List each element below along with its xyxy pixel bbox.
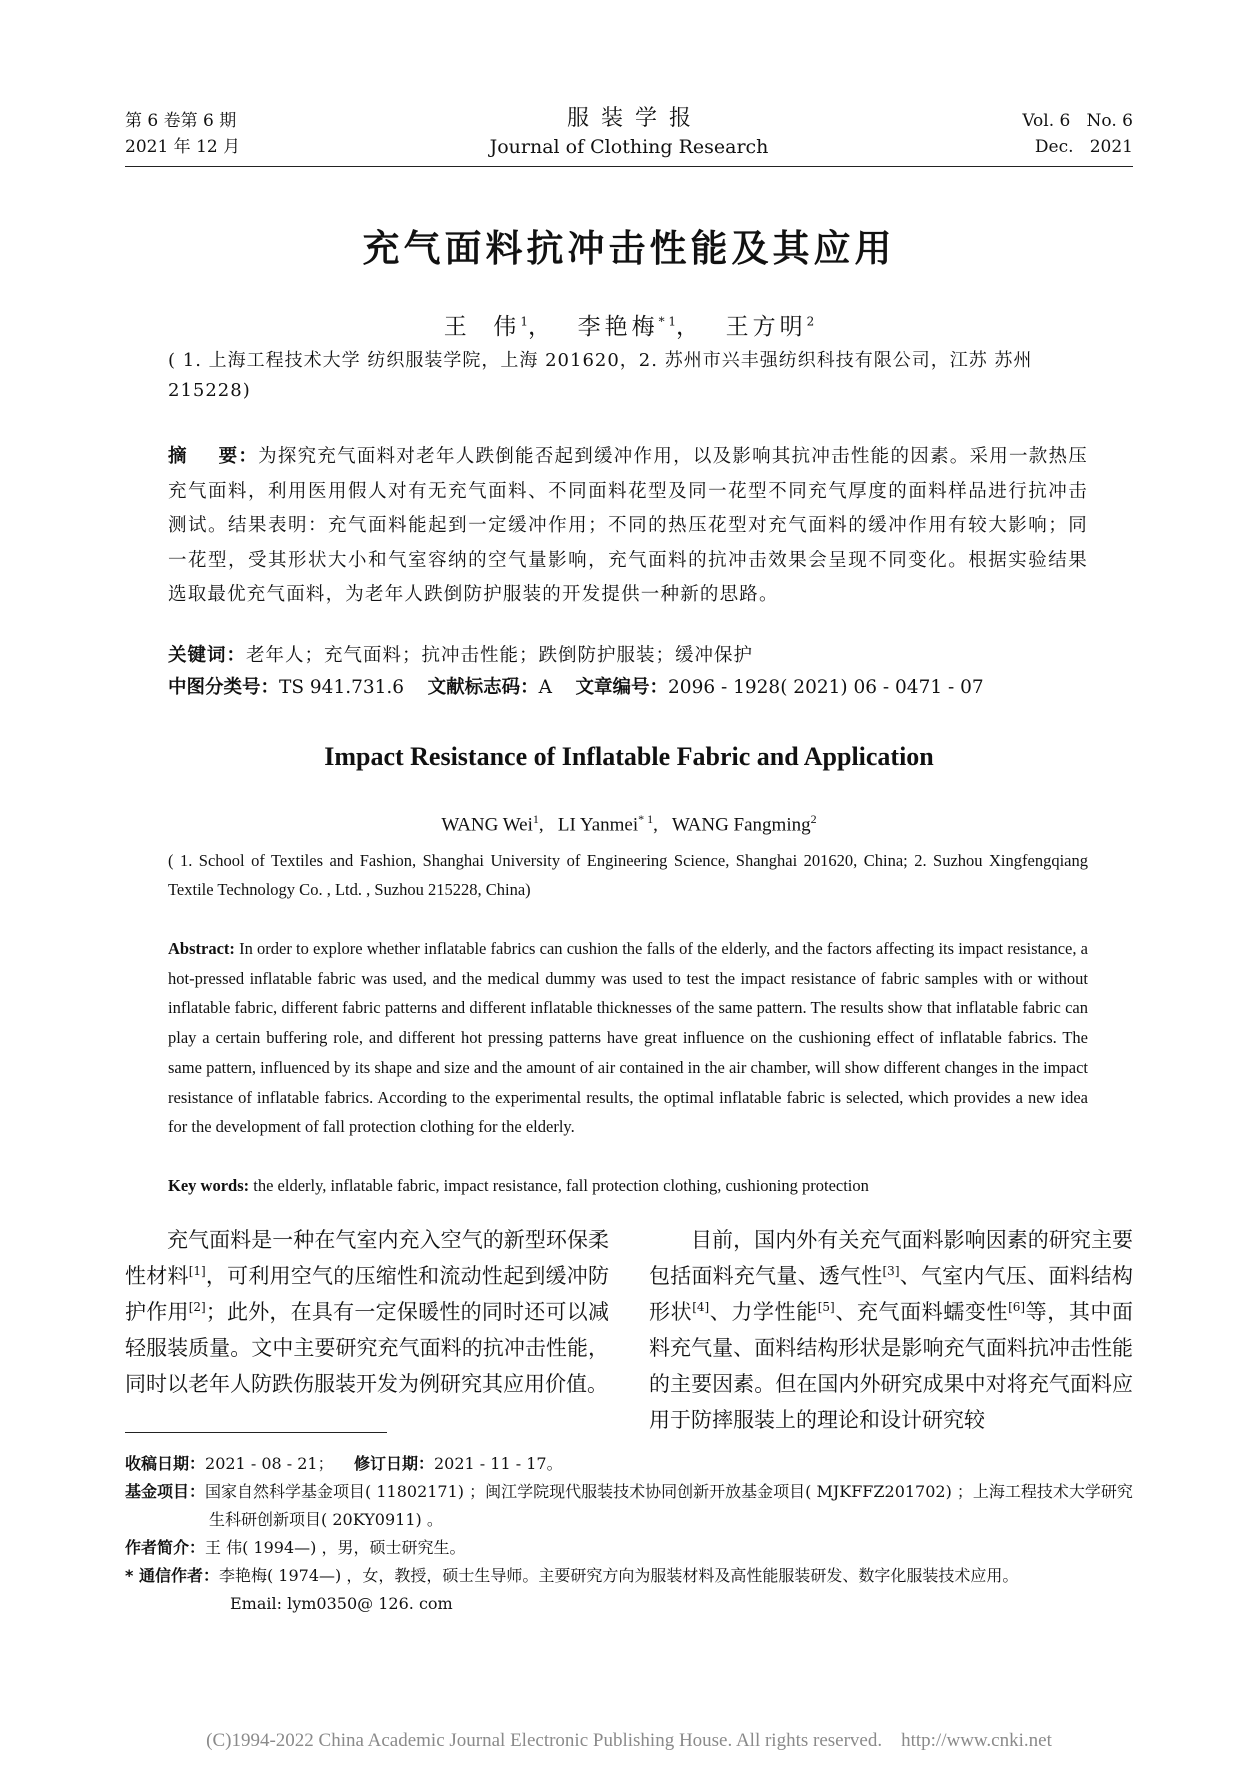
abstract-label-en: Abstract: xyxy=(168,939,235,958)
body-text: 、气室内气压、面料结构形状 xyxy=(649,1264,1133,1324)
author-bio-value: 王 伟( 1994—) ，男，硕士研究生。 xyxy=(205,1538,466,1557)
volume-issue-en: Vol. 6 No. 6 xyxy=(1022,111,1133,131)
body-column-left xyxy=(125,1222,609,1402)
paper-title-en: Impact Resistance of Inflatable Fabric and Application xyxy=(324,742,934,771)
author-sep: ， xyxy=(676,314,726,340)
author-2: 李艳梅 xyxy=(577,314,659,340)
affiliation-cn: ( 1. 上海工程技术大学 纺织服装学院，上海 201620，2. 苏州市兴丰强纺织科技有限公司，江苏 苏州 215228) xyxy=(168,350,1033,401)
author-1-mark: 1 xyxy=(520,314,528,329)
received-date: 2021 - 08 - 21； xyxy=(205,1454,334,1473)
abstract-en xyxy=(168,934,1088,1142)
doc-code-value: A xyxy=(538,677,552,698)
journal-issue-info-en xyxy=(1022,108,1133,160)
authors-cn xyxy=(0,308,1258,341)
body-paragraph xyxy=(125,1222,609,1402)
date-en: Dec. 2021 xyxy=(1034,137,1133,157)
author-1: 王 伟 xyxy=(443,314,521,340)
date-cn: 2021 年 12 月 xyxy=(125,137,241,157)
footnote-author xyxy=(125,1534,1133,1562)
footnote-rule xyxy=(125,1432,387,1433)
abstract-cn xyxy=(168,440,1088,613)
keywords-cn xyxy=(168,640,1088,672)
clc-label: 中图分类号： xyxy=(168,677,280,698)
corresponding-email[interactable]: Email: lym0350@ 126. com xyxy=(230,1594,453,1613)
body-text: 等，其中面料充气量、面料结构形状是影响充气面料抗冲击性能的主要因素。但在国内外研究成果中对将充气面料应用于防摔服装上的理论和设计研究较 xyxy=(649,1300,1134,1432)
author-en-2: LI Yanmei xyxy=(557,814,639,836)
citation-6[interactable]: [6] xyxy=(1008,1300,1026,1314)
received-label: 收稿日期： xyxy=(125,1454,206,1473)
copyright-notice: (C)1994-2022 China Academic Journal Electronic Publishing House. All rights reserved. http://www.cnki.net xyxy=(206,1730,1052,1751)
authors-en xyxy=(0,812,1258,836)
author-sep: , xyxy=(538,814,558,836)
footnote-corresponding xyxy=(125,1562,1133,1618)
author-en-3-mark: 2 xyxy=(810,812,817,826)
keywords-label-en: Key words: xyxy=(168,1176,250,1195)
author-sep: , xyxy=(653,814,672,836)
keywords-en xyxy=(168,1172,1088,1200)
article-number-label: 文章编号： xyxy=(575,677,669,698)
citation-2[interactable]: [2] xyxy=(188,1300,206,1314)
body-text: 充气面料是一种在气室内充入空气的新型环保柔性材料 xyxy=(125,1228,609,1288)
author-3-mark: 2 xyxy=(806,314,815,329)
author-3: 王方明 xyxy=(725,314,807,340)
classification-line xyxy=(168,672,1088,704)
body-column-right xyxy=(649,1222,1133,1438)
doc-code-label: 文献标志码： xyxy=(427,677,539,698)
author-sep: ， xyxy=(527,314,578,340)
journal-name-en: Journal of Clothing Research xyxy=(489,136,769,158)
citation-4[interactable]: [4] xyxy=(692,1300,710,1314)
abstract-label-cn: 摘 要： xyxy=(168,446,259,467)
corresponding-value: 李艳梅( 1974—) ，女，教授，硕士生导师。主要研究方向为服装材料及高性能服装研发、数字化服装技术应用。 xyxy=(218,1566,1019,1585)
author-bio-label: 作者简介： xyxy=(125,1538,206,1557)
author-en-1: WANG Wei xyxy=(441,814,533,836)
corresponding-label: * 通信作者： xyxy=(125,1566,219,1585)
abstract-text-cn: 为探究充气面料对老年人跌倒能否起到缓冲作用，以及影响其抗冲击性能的因素。采用一款热压充气面料，利用医用假人对有无充气面料、不同面料花型及同一花型不同充气厚度的面料样品进行抗冲击测试。结果表明：充气面料能起到一定缓冲作用；不同的热压花型对充气面料的缓冲作用有较大影响；同一花型，受其形状大小和气室容纳的空气量影响，充气面料的抗冲击效果会呈现不同变化。根据实验结果选取最优充气面料，为老年人跌倒防护服装的开发提供一种新的思路。 xyxy=(168,446,1088,605)
journal-name-cn: 服装学报 xyxy=(566,106,703,131)
keywords-text-cn: 老年人；充气面料；抗冲击性能；跌倒防护服装；缓冲保护 xyxy=(246,645,754,666)
volume-issue-cn: 第 6 卷第 6 期 xyxy=(125,111,237,131)
abstract-text-en: In order to explore whether inflatable fabrics can cushion the falls of the elderly, and the factors affecting its impact resistance, a hot-pressed inflatable fabric was used, and the medical dummy was used to test the impact resistance of fabric samples with or without inflatable fabric, different fabric patterns and different inflatable thicknesses of the same pattern. The results show that inflatable fabric can play a certain buffering role, and different hot pressing patterns have great influence on the cushioning effect of inflatable fabrics. The same pattern, influenced by its shape and size and the amount of air contained in the air chamber, will show different changes in the impact resistance of inflatable fabrics. According to the experimental results, the optimal inflatable fabric is selected, which provides a new idea for the development of fall protection clothing for the elderly. xyxy=(168,939,1088,1137)
keywords-text-en: the elderly, inflatable fabric, impact resistance, fall protection clothing, cushioning protection xyxy=(249,1176,869,1195)
body-text: 目前，国内外有关充气面料影响因素的研究主要包括面料充气量、透气性 xyxy=(649,1228,1133,1288)
revised-label: 修订日期： xyxy=(353,1454,434,1473)
footnote-dates xyxy=(125,1450,1133,1478)
author-en-1-mark: 1 xyxy=(532,812,539,826)
article-number-value: 2096 - 1928( 2021) 06 - 0471 - 07 xyxy=(668,677,984,698)
affiliation-en: ( 1. School of Textiles and Fashion, Shanghai University of Engineering Science, Shanghai 201620, China; 2. Suzhou Xingfengqiang Textile Technology Co. , Ltd. , Suzhou 215228, China) xyxy=(168,851,1088,899)
body-text: ；此外，在具有一定保暖性的同时还可以减轻服装质量。文中主要研究充气面料的抗冲击性能，同时以老年人防跌伤服装开发为例研究其应用价值。 xyxy=(125,1300,610,1396)
paper-title-cn: 充气面料抗冲击性能及其应用 xyxy=(362,227,896,270)
body-text: ，可利用空气的压缩性和流动性起到缓冲防护作用 xyxy=(125,1264,610,1324)
body-text: 、力学性能 xyxy=(709,1300,818,1324)
body-paragraph xyxy=(649,1222,1133,1438)
keywords-label-cn: 关键词： xyxy=(168,645,247,666)
citation-3[interactable]: [3] xyxy=(882,1264,900,1278)
footnote-fund xyxy=(125,1478,1133,1534)
clc-value: TS 941.731.6 xyxy=(279,677,405,698)
author-en-3: WANG Fangming xyxy=(671,814,811,836)
author-en-2-mark: * 1 xyxy=(638,812,654,826)
body-text: 、充气面料蠕变性 xyxy=(834,1300,1009,1324)
citation-1[interactable]: [1] xyxy=(188,1264,206,1278)
revised-date: 2021 - 11 - 17。 xyxy=(433,1454,563,1473)
citation-5[interactable]: [5] xyxy=(817,1300,835,1314)
fund-value: 国家自然科学基金项目( 11802171) ；闽江学院现代服装技术协同创新开放基金项目( MJKFFZ201702) ；上海工程技术大学研究生科研创新项目( 20KY0911) 。 xyxy=(205,1482,1133,1529)
header-rule xyxy=(125,166,1133,167)
author-2-mark: * 1 xyxy=(658,314,677,329)
fund-label: 基金项目： xyxy=(125,1482,206,1501)
